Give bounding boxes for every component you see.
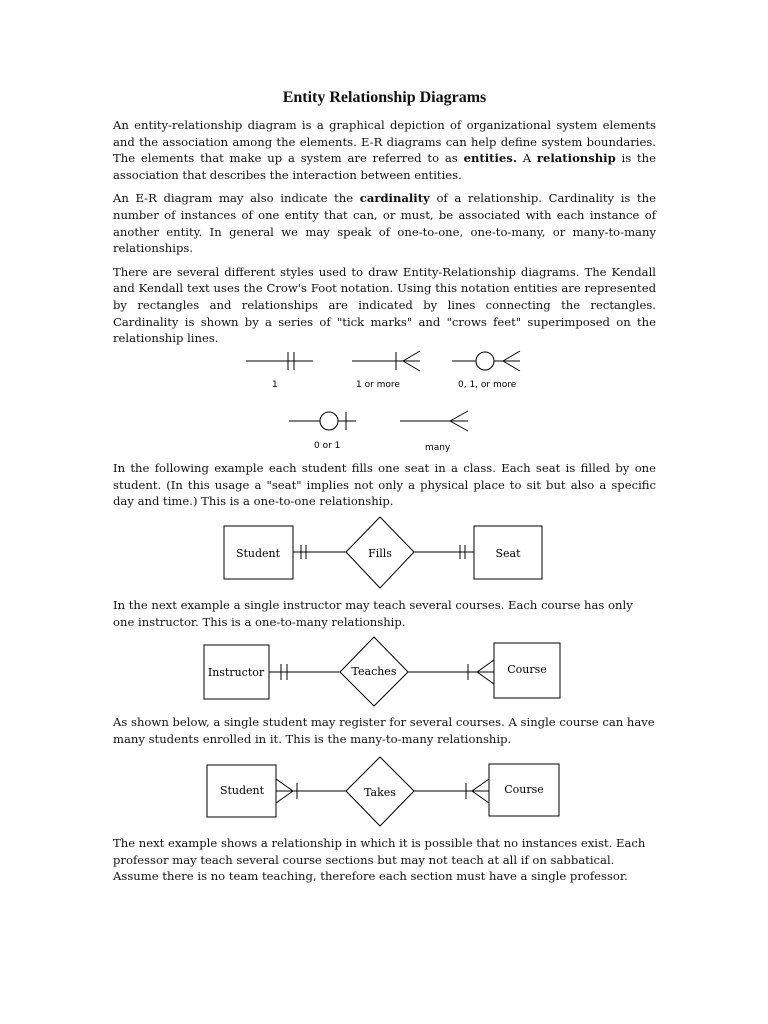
label-zero-one-or-more: 0, 1, or more [458, 380, 517, 390]
intro-text-c: A [516, 151, 537, 166]
entity-student-label-2: Student [219, 784, 265, 797]
intro-paragraph [113, 117, 656, 183]
cardinality-text-c: of a relationship. Cardinality is the number of instances of one entity that can, or must, be associated with each instance of another entity. In general we may speak of one-to-one, one-to-many, or many-to-many relationships. [113, 191, 656, 256]
optional-relationship-paragraph: The next example shows a relationship in which it is possible that no instances exist. Each professor may teach several course sections but may not teach at all if on sabbatical. Assume there is no team teaching, therefore each section must have a single professor. [113, 836, 646, 884]
term-relationship: relationship [536, 151, 616, 166]
relation-takes-label: Takes [364, 786, 396, 799]
diagram-one-to-one [0, 510, 768, 600]
relation-fills-label: Fills [368, 547, 392, 560]
entity-instructor-label: Instructor [207, 666, 265, 679]
one-symbol [246, 352, 313, 370]
diagram-many-to-many [0, 752, 768, 832]
page-title: Entity Relationship Diagrams [282, 89, 487, 106]
label-many: many [425, 443, 451, 453]
term-cardinality: cardinality [359, 191, 430, 206]
label-one-or-more: 1 or more [356, 380, 400, 390]
entity-student-label: Student [235, 547, 281, 560]
entity-seat-label: Seat [495, 547, 521, 560]
one-to-many-paragraph: In the next example a single instructor may teach several courses. Each course has only one instructor. This is a one-to-many relationship. [113, 598, 633, 629]
label-zero-or-one: 0 or 1 [314, 441, 341, 451]
one-or-more-symbol [352, 351, 420, 371]
label-one: 1 [272, 380, 278, 390]
entity-course-label-2: Course [504, 783, 544, 796]
term-entities: entities. [463, 151, 517, 166]
zero-or-one-symbol [289, 412, 356, 430]
zero-one-or-more-symbol [452, 351, 520, 371]
document-page [113, 88, 656, 347]
intro-text-e: is the association that describes the interaction between entities. [113, 151, 657, 182]
one-to-one-paragraph: In the following example each student fills one seat in a class. Each seat is filled by one student. (In this usage a "seat" implies not only a physical place to sit but also a specific day and time.) This is a one-to-one relationship. [113, 461, 656, 509]
notation-paragraph: There are several different styles used to draw Entity-Relationship diagrams. The Kendall and Kendall text uses the Crow's Foot notation. Using this notation entities are represented by rectangles and relationships are indicated by lines connecting the rectangles. Cardinality is shown by a series of "tick marks" and "crows feet" superimposed on the relationship lines. [113, 264, 656, 346]
intro-text-a: An entity-relationship diagram is a graphical depiction of organizational system elements and the association among the elements. E-R diagrams can help define system boundaries. The elements that make up a system are referred to as [113, 118, 656, 166]
many-symbol [400, 411, 468, 431]
many-to-many-paragraph: As shown below, a single student may register for several courses. A single course can have many students enrolled in it. This is the many-to-many relationship. [113, 715, 655, 746]
entity-course-label: Course [507, 663, 547, 676]
relation-teaches-label: Teaches [351, 665, 397, 678]
diagram-one-to-many [0, 632, 768, 712]
cardinality-paragraph [113, 190, 656, 256]
cardinality-text-a: An E-R diagram may also indicate the [113, 191, 360, 206]
notation-legend [0, 340, 768, 460]
